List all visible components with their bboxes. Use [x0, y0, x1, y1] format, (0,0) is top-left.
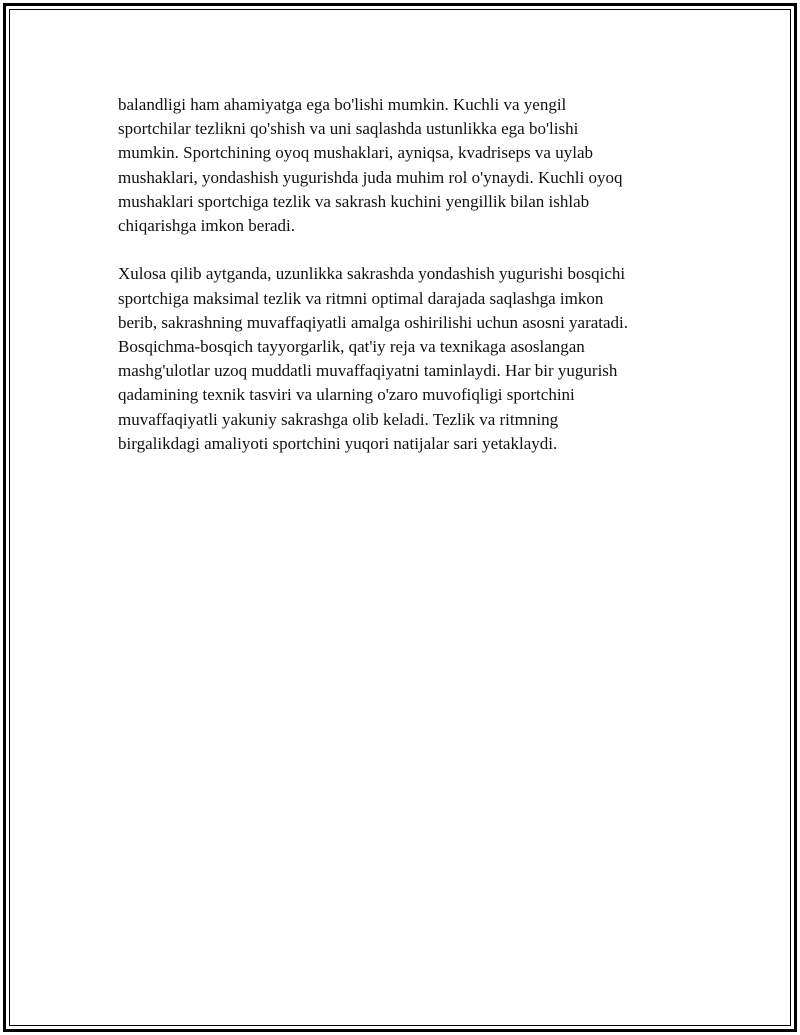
text-line: qadamining texnik tasviri va ularning o'zaro muvofiqligi sportchini — [118, 385, 575, 405]
text-line: mushaklari sportchiga tezlik va sakrash kuchini yengillik bilan ishlab — [118, 191, 590, 211]
text-line: mumkin. Sportchining oyoq mushaklari, ayniqsa, kvadriseps va uylab — [118, 143, 593, 163]
text-line: muvaffaqiyatli yakuniy sakrashga olib keladi. Tezlik va ritmning — [118, 409, 559, 429]
text-line: Bosqichma-bosqich tayyorgarlik, qat'iy reja va texnikaga asoslangan — [118, 337, 585, 357]
document-body — [118, 93, 678, 480]
text-line: mushaklari, yondashish yugurishda juda muhim rol o'ynaydi. Kuchli oyoq — [118, 167, 623, 187]
text-line: mashg'ulotlar uzoq muddatli muvaffaqiyatni taminlaydi. Har bir yugurish — [118, 361, 618, 381]
paragraph-1 — [118, 93, 678, 238]
text-line: berib, sakrashning muvaffaqiyatli amalga oshirilishi uchun asosni yaratadi. — [118, 312, 629, 332]
text-line: balandligi ham ahamiyatga ega bo'lishi mumkin. Kuchli va yengil — [118, 95, 567, 114]
text-line: birgalikdagi amaliyoti sportchini yuqori natijalar sari yetaklaydi. — [118, 433, 558, 453]
text-line: sportchilar tezlikni qo'shish va uni saqlashda ustunlikka ega bo'lishi — [118, 119, 579, 139]
text-line: chiqarishga imkon beradi. — [118, 216, 296, 236]
text-line: Xulosa qilib aytganda, uzunlikka sakrashda yondashish yugurishi bosqichi — [118, 264, 626, 284]
text-line: sportchiga maksimal tezlik va ritmni optimal darajada saqlashga imkon — [118, 288, 604, 308]
paragraph-2 — [118, 262, 678, 456]
